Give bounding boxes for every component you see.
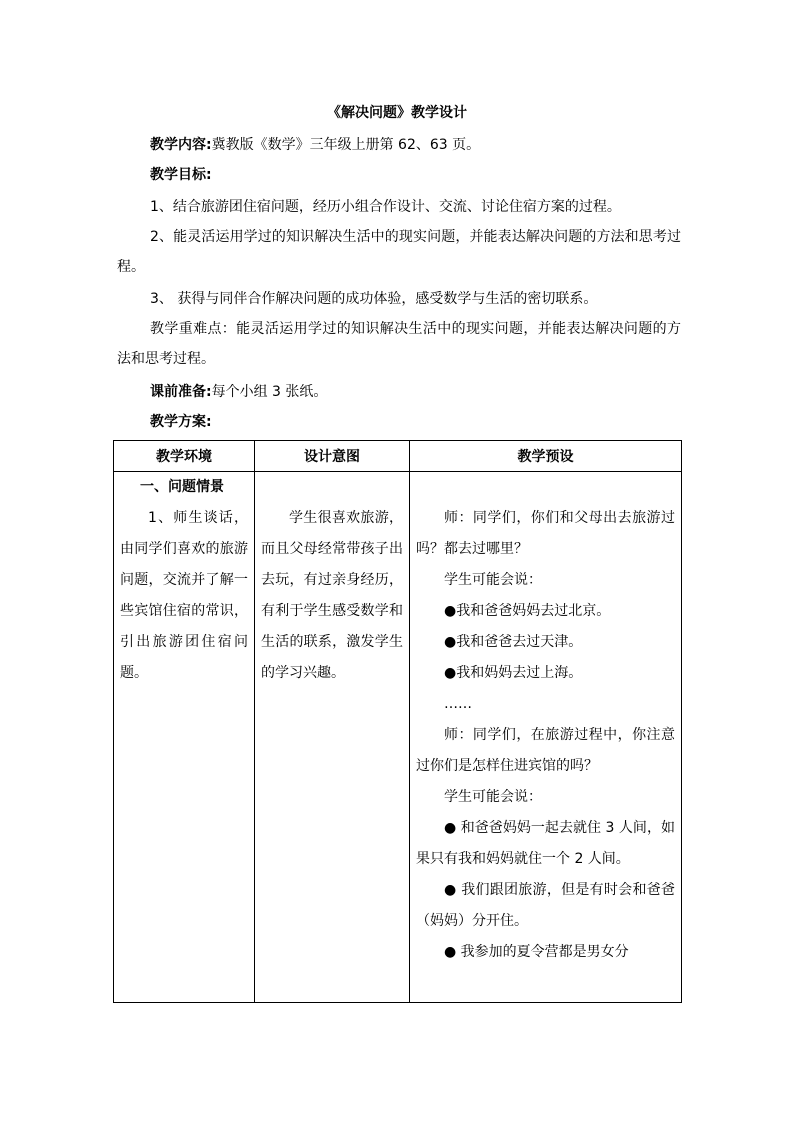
cell-teaching-preset xyxy=(410,472,682,1003)
class-preparation xyxy=(117,377,681,407)
preset-line: ●我和爸爸妈妈去过北京。 xyxy=(444,603,611,619)
teaching-content xyxy=(117,130,681,160)
table-header-row xyxy=(114,441,682,472)
preset-line: 学生可能会说： xyxy=(444,789,542,805)
goal-item-3: 3、 获得与同伴合作解决问题的成功体验，感受数学与生活的密切联系。 xyxy=(150,291,598,307)
teaching-content-text: 冀教版《数学》三年级上册第 62、63 页。 xyxy=(211,137,481,153)
header-teaching-environment: 教学环境 xyxy=(114,441,255,472)
header-design-intent: 设计意图 xyxy=(255,441,410,472)
preset-line: ● 和爸爸妈妈一起去就住 3 人间，如果只有我和妈妈就住一个 2 人间。 xyxy=(416,820,675,867)
preset-line: ●我和爸爸去过天津。 xyxy=(444,634,583,650)
table-row xyxy=(114,472,682,1003)
document-title: 《解决问题》教学设计 xyxy=(327,105,467,121)
teaching-plan-label: 教学方案: xyxy=(150,414,212,430)
cell-design-intent xyxy=(255,472,410,1003)
preset-line: …… xyxy=(444,696,472,712)
environment-text: 1、师生谈话，由同学们喜欢的旅游问题，交流并了解一些宾馆住宿的常识，引出旅游团住宿问题。 xyxy=(120,510,248,681)
teaching-plan-table xyxy=(113,440,682,1003)
preset-line: 师：同学们，你们和父母出去旅游过吗？都去过哪里？ xyxy=(416,510,675,557)
preset-line: ● 我们跟团旅游，但是有时会和爸爸（妈妈）分开住。 xyxy=(416,882,675,929)
teaching-goals-label: 教学目标: xyxy=(150,167,212,183)
preset-line: 学生可能会说： xyxy=(444,572,542,588)
design-intent-text: 学生很喜欢旅游，而且父母经常带孩子出去玩，有过亲身经历，有利于学生感受数学和生活的联系，激发学生的学习兴趣。 xyxy=(261,510,403,681)
preset-line: 师：同学们，在旅游过程中，你注意过你们是怎样住进宾馆的吗？ xyxy=(416,727,675,774)
cell-teaching-environment xyxy=(114,472,255,1003)
teaching-difficulty: 教学重难点：能灵活运用学过的知识解决生活中的现实问题，并能表达解决问题的方法和思考过程。 xyxy=(117,321,681,367)
class-preparation-label: 课前准备: xyxy=(150,384,212,400)
goal-item-2: 2、能灵活运用学过的知识解决生活中的现实问题，并能表达解决问题的方法和思考过程。 xyxy=(117,229,681,275)
teaching-content-label: 教学内容: xyxy=(150,137,212,153)
class-preparation-text: 每个小组 3 张纸。 xyxy=(211,384,328,400)
header-teaching-preset: 教学预设 xyxy=(410,441,682,472)
section-heading: 一、问题情景 xyxy=(140,479,224,495)
goal-item-1: 1、结合旅游团住宿问题，经历小组合作设计、交流、讨论住宿方案的过程。 xyxy=(150,199,621,215)
preset-line: ●我和妈妈去过上海。 xyxy=(444,665,583,681)
preset-line: ● 我参加的夏令营都是男女分 xyxy=(444,944,629,960)
